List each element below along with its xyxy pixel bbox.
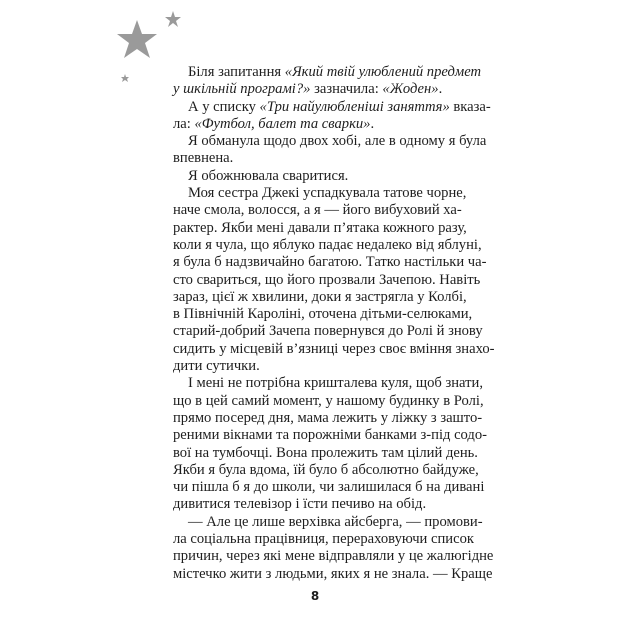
- text-segment: чи пішла б я до школи, чи залишилася б на дивані: [173, 479, 485, 496]
- text-line: [173, 64, 482, 81]
- paragraph: [173, 513, 494, 583]
- text-segment: причин, через які мене відправляли у це жалюгідне: [173, 548, 494, 565]
- text-line: [173, 548, 494, 565]
- italic-text: «Який твій улюблений предмет: [284, 64, 482, 80]
- text-segment: коли я чула, що яблуко падає недалеко від яблуні,: [173, 236, 482, 253]
- text-line: [173, 133, 487, 150]
- text-line: [173, 150, 457, 167]
- text-segment: Біля запитання: [188, 64, 285, 80]
- text-segment: сидить у місцевій в’язниці через своє вміння знахо-: [173, 340, 495, 357]
- page-number: 8: [310, 589, 320, 603]
- text-segment: старий-добрий Зачепа повернувся до Ролі й знову: [173, 323, 483, 340]
- text-segment: Моя сестра Джекі успадкувала татове чорне,: [188, 185, 467, 202]
- text-line: [173, 496, 457, 513]
- paragraph: [173, 375, 488, 513]
- text-line: [173, 116, 457, 133]
- text-line: [173, 168, 457, 185]
- text-segment: зараз, цієї ж хвилини, доки я застрягла у Колбі,: [173, 288, 467, 305]
- text-line: [173, 236, 482, 254]
- paragraph: [173, 168, 457, 185]
- paragraph: [173, 98, 491, 134]
- text-line: [173, 375, 483, 392]
- text-segment: впевнена.: [173, 150, 234, 167]
- text-line: [173, 531, 474, 548]
- text-segment: Я обожнювала сваритися.: [188, 167, 349, 184]
- text-line: [173, 427, 488, 444]
- text-line: [173, 271, 481, 289]
- text-segment: зазначила:: [310, 81, 383, 98]
- paragraph: [173, 64, 482, 99]
- text-line: [173, 254, 487, 271]
- text-segment: сто свариться, що його прозвали Зачепою. Навіть: [173, 271, 481, 288]
- text-segment: в Північній Кароліні, оточена дітьми-селюками,: [173, 306, 473, 323]
- text-segment: ла соціальна працівниця, перераховуючи список: [173, 531, 474, 548]
- text-line: [173, 565, 493, 583]
- text-line: [173, 461, 479, 479]
- text-segment: — Але це лише верхівка айсберга, — промови-: [188, 513, 483, 530]
- italic-text: «Футбол, балет та сварки»: [194, 115, 371, 132]
- italic-text: «Жоден»: [382, 81, 439, 98]
- text-segment: .: [370, 115, 375, 132]
- text-segment: містечко жити з людьми, яких я не знала. — Краще: [173, 565, 493, 582]
- text-segment: Якби я була вдома, їй було б абсолютно байдуже,: [173, 461, 479, 478]
- small-star-icon: [165, 11, 181, 27]
- text-line: [173, 306, 473, 323]
- text-segment: вої на тумбочці. Вона пролежить там цілий день.: [173, 444, 478, 461]
- tiny-star-icon: [121, 74, 129, 82]
- large-star-icon: [117, 20, 157, 58]
- text-line: [173, 444, 478, 462]
- text-segment: наче смола, волосся, а я — його вибуховий ха-: [173, 202, 462, 219]
- text-line: [173, 202, 462, 219]
- text-segment: я була б надзвичайно багатою. Татко настільки ча-: [173, 254, 487, 271]
- text-line: [173, 358, 457, 375]
- text-line: [173, 340, 495, 358]
- text-segment: що в цей самий момент, у нашому будинку в Ролі,: [173, 392, 484, 409]
- body-text: [173, 64, 495, 583]
- text-line: [173, 409, 483, 427]
- paragraph: [173, 185, 495, 375]
- text-segment: дивитися телевізор і їсти печиво на обід.: [173, 496, 427, 513]
- italic-text: «Три найулюбленіші заняття»: [259, 98, 450, 115]
- italic-text: у шкільній програмі?»: [173, 81, 311, 98]
- text-line: [173, 479, 485, 496]
- text-line: [173, 392, 484, 410]
- text-segment: рактер. Якби мені давали п’ятака кожного разу,: [173, 219, 467, 236]
- text-line: [173, 323, 483, 340]
- text-segment: прямо посеред дня, мама лежить у ліжку з зашто-: [173, 409, 483, 426]
- text-segment: Я обманула щодо двох хобі, але в одному я була: [188, 133, 487, 150]
- text-segment: І мені не потрібна кришталева куля, щоб знати,: [188, 375, 483, 392]
- text-line: [173, 185, 467, 202]
- text-segment: ла:: [173, 115, 195, 132]
- text-segment: реними вікнами та порожніми банками з-під содо-: [173, 427, 488, 444]
- text-line: [173, 219, 467, 237]
- text-line: [173, 81, 457, 98]
- text-segment: дити сутички.: [173, 358, 260, 375]
- decorative-stars: [0, 0, 200, 100]
- text-line: [173, 513, 483, 531]
- text-segment: А у списку: [188, 98, 260, 115]
- text-line: [173, 98, 491, 116]
- paragraph: [173, 133, 487, 168]
- text-segment: вказа-: [449, 98, 491, 115]
- text-segment: .: [438, 81, 443, 98]
- text-line: [173, 288, 467, 306]
